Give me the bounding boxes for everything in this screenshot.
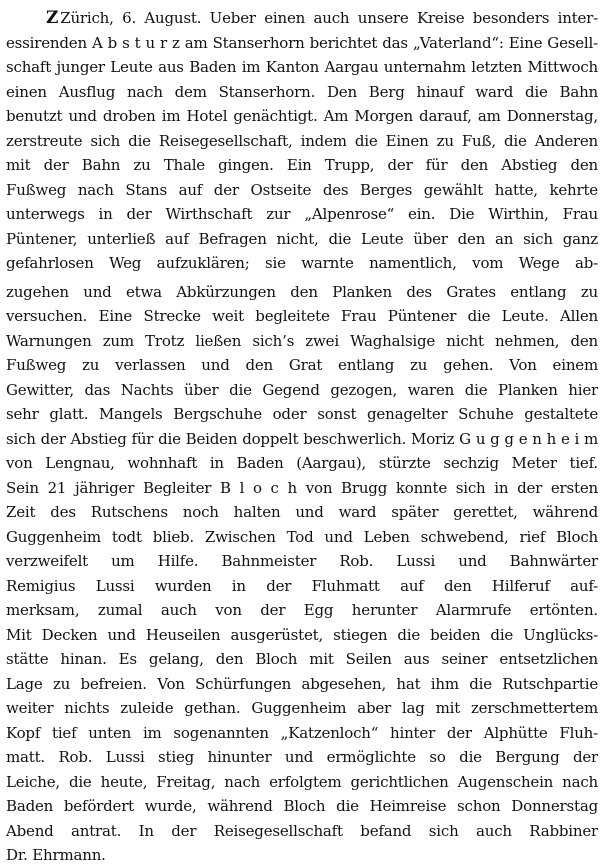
article-line-17: sehr glatt. Mangels Bergschuhe oder sonst genagelter Schuhe gestaltete [6, 405, 598, 423]
article-line-text: Zürich, 6. August. Ueber einen auch unsere Kreise besonders inter- [60, 9, 598, 27]
article-line-28: Lage zu befreien. Von Schürfungen abgesehen, hat ihm die Rutschpartie [6, 674, 598, 693]
article-line-2: essirenden A b s t u r z am Stanserhorn berichtet das „Vaterland“: Eine Gesell- [6, 33, 598, 52]
article-line-19: von Lengnau, wohnhaft in Baden (Aargau), stürzte sechzig Meter tief. [6, 454, 598, 472]
article-line-12: zugehen und etwa Abkürzungen den Planken des Grates entlang zu [6, 282, 598, 301]
article-line-8: Fußweg nach Stans auf der Ostseite des Berges gewählt hatte, kehrte [6, 180, 598, 199]
article-line-18: sich der Abstieg für die Beiden doppelt beschwerlich. Moriz G u g g e n h e i m [6, 429, 598, 448]
article-line-7: mit der Bahn zu Thale gingen. Ein Trupp, der für den Abstieg den [6, 156, 598, 174]
article-line-32: Leiche, die heute, Freitag, nach erfolgtem gerichtlichen Augenschein nach [6, 772, 598, 791]
article-line-10: Püntener, unterließ auf Befragen nicht, die Leute über den an sich ganz [6, 229, 598, 248]
article-line-16: Gewitter, das Nachts über die Gegend gezogen, waren die Planken hier [6, 380, 598, 399]
article-line-26: Mit Decken und Heuseilen ausgerüstet, stiegen die beiden die Unglücks- [6, 625, 598, 644]
article-line-25: merksam, zumal auch von der Egg herunter Alarmrufe ertönten. [6, 601, 598, 619]
article-line-1 [6, 6, 598, 31]
article-line-24: Remigius Lussi wurden in der Fluhmatt auf den Hilferuf auf- [6, 576, 598, 595]
article-line-11: gefahrlosen Weg aufzuklären; sie warnte namentlich, vom Wege ab- [6, 254, 598, 272]
article-line-13: versuchen. Eine Strecke weit begleitete Frau Püntener die Leute. Allen [6, 307, 598, 325]
article-line-9: unterwegs in der Wirthschaft zur „Alpenrose“ ein. Die Wirthin, Frau [6, 205, 598, 223]
article-line-22: Guggenheim todt blieb. Zwischen Tod und Leben schwebend, rief Bloch [6, 527, 598, 546]
article-line-35: Dr. Ehrmann. [6, 846, 106, 864]
article-line-14: Warnungen zum Trotz ließen sich’s zwei Waghalsige nicht nehmen, den [6, 331, 598, 350]
article-line-34: Abend antrat. In der Reisegesellschaft befand sich auch Rabbiner [6, 821, 598, 840]
article-line-33: Baden befördert wurde, während Bloch die Heimreise schon Donnerstag [6, 797, 598, 815]
article-line-29: weiter nichts zuleide gethan. Guggenheim aber lag mit zerschmettertem [6, 699, 598, 717]
article-line-15: Fußweg zu verlassen und den Grat entlang zu gehen. Von einem [6, 356, 598, 374]
article-line-4: einen Ausflug nach dem Stanserhorn. Den Berg hinauf ward die Bahn [6, 82, 598, 101]
article-line-6: zerstreute sich die Reisegesellschaft, indem die Einen zu Fuß, die Anderen [6, 131, 598, 150]
article-line-30: Kopf tief unten im sogenannten „Katzenloch“ hinter der Alphütte Fluh- [6, 723, 598, 742]
article-line-21: Zeit des Rutschens noch halten und ward später gerettet, während [6, 503, 598, 521]
article-line-20: Sein 21 jähriger Begleiter B l o c h von Brugg konnte sich in der ersten [6, 478, 598, 497]
article-mark: Z [46, 8, 59, 28]
article-line-23: verzweifelt um Hilfe. Bahnmeister Rob. Lussi und Bahnwärter [6, 552, 598, 570]
article-line-27: stätte hinan. Es gelang, den Bloch mit Seilen aus seiner entsetzlichen [6, 650, 598, 668]
article-line-5: benutzt und droben im Hotel genächtigt. Am Morgen darauf, am Donnerstag, [6, 107, 598, 125]
article-line-31: matt. Rob. Lussi stieg hinunter und ermöglichte so die Bergung der [6, 748, 598, 766]
article-line-3: schaft junger Leute aus Baden im Kanton Aargau unternahm letzten Mittwoch [6, 58, 598, 76]
